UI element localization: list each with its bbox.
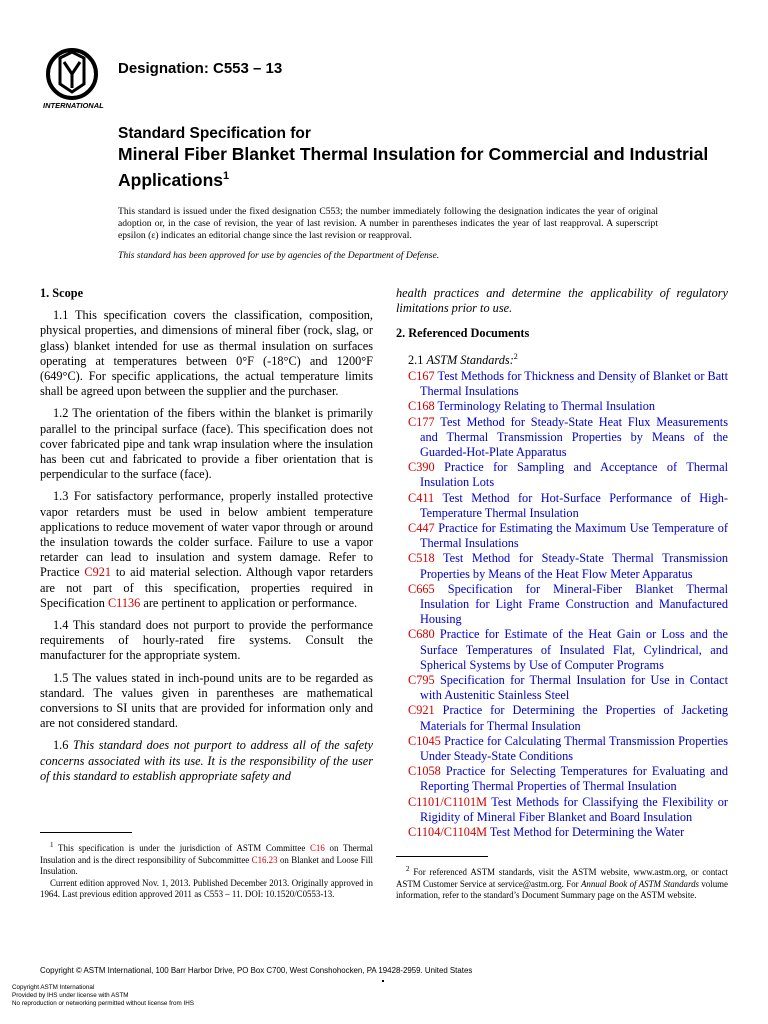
footnote-2 [396,864,728,902]
reference-title[interactable]: Practice for Sampling and Acceptance of Thermal Insulation Lots [420,460,728,490]
approval-note: This standard has been approved for use by agencies of the Department of Defense. [118,250,440,261]
scope-para-1-3 [40,489,373,611]
text: on Blanket and Loose Fill Insulation. [40,854,373,877]
annual-book-title: Annual Book of ASTM Standards [580,878,699,889]
reference-title[interactable]: Test Method for Steady-State Heat Flux Measurements and Thermal Transmission Properties by Means of the Guarded-Hot-Plate Apparatus [420,414,728,459]
text: For referenced ASTM standards, visit the ASTM website, www.astm.org, or contact ASTM Customer Service at service@astm.org. For [396,866,728,889]
reference-title[interactable]: Specification for Mineral-Fiber Blanket Thermal Insulation for Light Frame Construction and Manufactured Housing [420,581,728,627]
right-column [396,286,728,840]
footnote-rule-left [40,832,132,833]
link-c1136[interactable]: C1136 [107,595,141,610]
reference-code[interactable]: C795 [408,672,435,687]
reference-code[interactable]: C665 [408,581,435,596]
reference-title[interactable]: Test Methods for Classifying the Flexibility or Rigidity of Mineral Fiber Blanket and Board Insulation [420,794,728,824]
title-pre: Standard Specification for [118,125,311,142]
footnote-1-para [40,840,373,878]
reference-item[interactable] [408,703,728,733]
logo-text: INTERNATIONAL [43,101,104,110]
safety-text-continued: health practices and determine the applicability of regulatory limitations prior to use. [396,286,728,316]
scope-para-1-4: 1.4 This standard does not purport to provide the performance requirements of hourly-rated fire systems. Consult the manufacturer for the appropriate system. [40,618,373,663]
link-c16-23[interactable]: C16.23 [251,854,278,865]
reference-code[interactable]: C411 [408,490,435,505]
sub-label: ASTM Standards: [426,352,514,367]
standard-notice: This standard is issued under the fixed designation C553; the number immediately following the designation indicates the year of original adoption or, in the case of revision, the year of last revision. A number in parentheses indicates the year of last reapproval. A superscript epsilon (ε) indicates an editorial change since the last revision or reapproval. [118,206,658,242]
title-block [118,124,718,191]
reference-item[interactable] [408,795,728,825]
reference-title[interactable]: Practice for Selecting Temperatures for Evaluating and Reporting Thermal Properties of Thermal Insulation [420,764,728,794]
reference-code[interactable]: C168 [408,399,435,414]
reference-item[interactable] [408,521,728,551]
license-line-3: No reproduction or networking permitted without license from IHS [12,1000,194,1007]
reference-title[interactable]: Practice for Determining the Properties of Jacketing Materials for Thermal Insulation [420,703,728,733]
reference-item[interactable] [408,460,728,490]
designation: Designation: C553 – 13 [118,60,283,77]
reference-title[interactable]: Test Method for Hot-Surface Performance of High-Temperature Thermal Insulation [420,490,728,520]
scope-para-1-2: 1.2 The orientation of the fibers within the blanket is primarily parallel to the principal surface (face). This specification does not cover fabricated pipe and tank wrap insulation where the insulation has been cut and fabricated to provide a fiber orientation that is perpendicular to the surface (face). [40,406,373,482]
footnote-1-edition: Current edition approved Nov. 1, 2013. Published December 2013. Originally approved in 1964. Last previous edition approved 2011 as C553 – 11. DOI: 10.1520/C0553-13. [40,877,373,900]
left-column [40,286,373,791]
reference-item[interactable] [408,399,728,414]
reference-code[interactable]: C1058 [408,764,441,779]
license-block [12,984,194,1008]
reference-item[interactable] [408,491,728,521]
license-line-2: Provided by IHS under license with ASTM [12,992,129,999]
scope-para-1-1: 1.1 This specification covers the classification, composition, physical properties, and dimensions of mineral fiber (rock, slag, or glass) blanket intended for use as thermal insulation on surfaces operating at temperatures between 0°F (-18°C) and 1200°F (649°C). For specific applications, the actual temperature limits shall be agreed upon between the supplier and the purchaser. [40,308,373,399]
reference-code[interactable]: C390 [408,460,435,475]
copyright-line: Copyright © ASTM International, 100 Barr Harbor Drive, PO Box C700, West Conshohocken, PA 19428-2959. United States [40,966,473,975]
sub-number: 2.1 [408,352,427,367]
license-line-1: Copyright ASTM International [12,984,95,991]
reference-item[interactable] [408,673,728,703]
reference-item[interactable] [408,582,728,628]
reference-list [408,369,728,840]
scope-para-1-5: 1.5 The values stated in inch-pound units are to be regarded as standard. The values given in parentheses are mathematical conversions to SI units that are provided for information only and are not considered standard. [40,670,373,731]
link-c16[interactable]: C16 [310,842,325,853]
footnote-2-para [396,864,728,902]
scope-para-1-6 [40,738,373,784]
sub-footnote-ref[interactable]: 2 [513,351,518,361]
title-text: Mineral Fiber Blanket Thermal Insulation for Commercial and Industrial Applications [118,144,709,190]
reference-code[interactable]: C518 [408,551,435,566]
reference-item[interactable] [408,764,728,794]
reference-item[interactable] [408,734,728,764]
link-c921[interactable]: C921 [84,565,112,580]
reference-item[interactable] [408,825,728,840]
footnote-rule-right [396,856,488,857]
reference-code[interactable]: C921 [408,703,435,718]
footnote-1 [40,840,373,901]
text: are pertinent to application or performance. [140,595,358,610]
reference-title[interactable]: Test Method for Determining the Water [489,825,685,839]
reference-code[interactable]: C1045 [408,733,441,748]
reference-code[interactable]: C177 [408,414,435,429]
referenced-documents-heading: 2. Referenced Documents [396,326,530,341]
text: 1.3 For satisfactory performance, properly installed protective vapor retarders must be used in below ambient temperature applications to reduce movement of water vapor through or around the insulation towards the colder surface. Failure to use a vapor retarder can lead to insulation and system damage. Refer to Practice [40,489,373,580]
reference-title[interactable]: Terminology Relating to Thermal Insulation [437,399,655,414]
text: volume information, refer to the standard’s Document Summary page on the ASTM website. [396,878,728,901]
footnote-mark: 2 [406,865,410,873]
reference-title[interactable]: Specification for Thermal Insulation for Use in Contact with Austenitic Stainless Steel [420,672,728,703]
reference-title[interactable]: Test Methods for Thickness and Density of Blanket or Batt Thermal Insulations [420,368,729,399]
reference-title[interactable]: Test Method for Steady-State Thermal Transmission Properties by Means of the Heat Flow Meter Apparatus [420,551,728,581]
reference-code[interactable]: C1101/C1101M [408,794,488,809]
reference-code[interactable]: C167 [408,368,435,383]
reference-item[interactable] [408,369,728,399]
para-number: 1.6 [53,738,73,753]
scope-heading: 1. Scope [40,286,84,300]
reference-item[interactable] [408,627,728,673]
reference-title[interactable]: Practice for Estimating the Maximum Use Temperature of Thermal Insulations [420,520,728,551]
reference-title[interactable]: Practice for Calculating Thermal Transmission Properties Under Steady-State Conditions [420,733,728,763]
reference-code[interactable]: C1104/C1104M [408,825,488,839]
safety-text: This standard does not purport to address all of the safety concerns associated with its use. It is the responsibility of the user of this standard to establish appropriate safety and [40,738,373,783]
reference-code[interactable]: C447 [408,520,435,535]
text: This specification is under the jurisdiction of ASTM Committee [53,842,310,853]
reference-item[interactable] [408,551,728,581]
title-main [118,143,718,191]
text: to aid material selection. Although vapor retarders are not part of this specification, properties required in Specification [40,565,373,610]
reference-code[interactable]: C680 [408,627,435,642]
title-footnote-ref[interactable]: 1 [223,170,230,182]
reference-title[interactable]: Practice for Estimate of the Heat Gain or Loss and the Surface Temperatures of Insulated Flat, Cylindrical, and Spherical Systems by Use of Computer Programs [420,627,728,672]
page-dot [382,980,384,982]
reference-item[interactable] [408,415,728,461]
astm-logo [40,44,112,112]
footnote-mark: 1 [50,841,54,849]
text: on Thermal Insulation and is the direct responsibility of Subcommittee [40,842,373,865]
astm-standards-subheading [408,349,728,368]
